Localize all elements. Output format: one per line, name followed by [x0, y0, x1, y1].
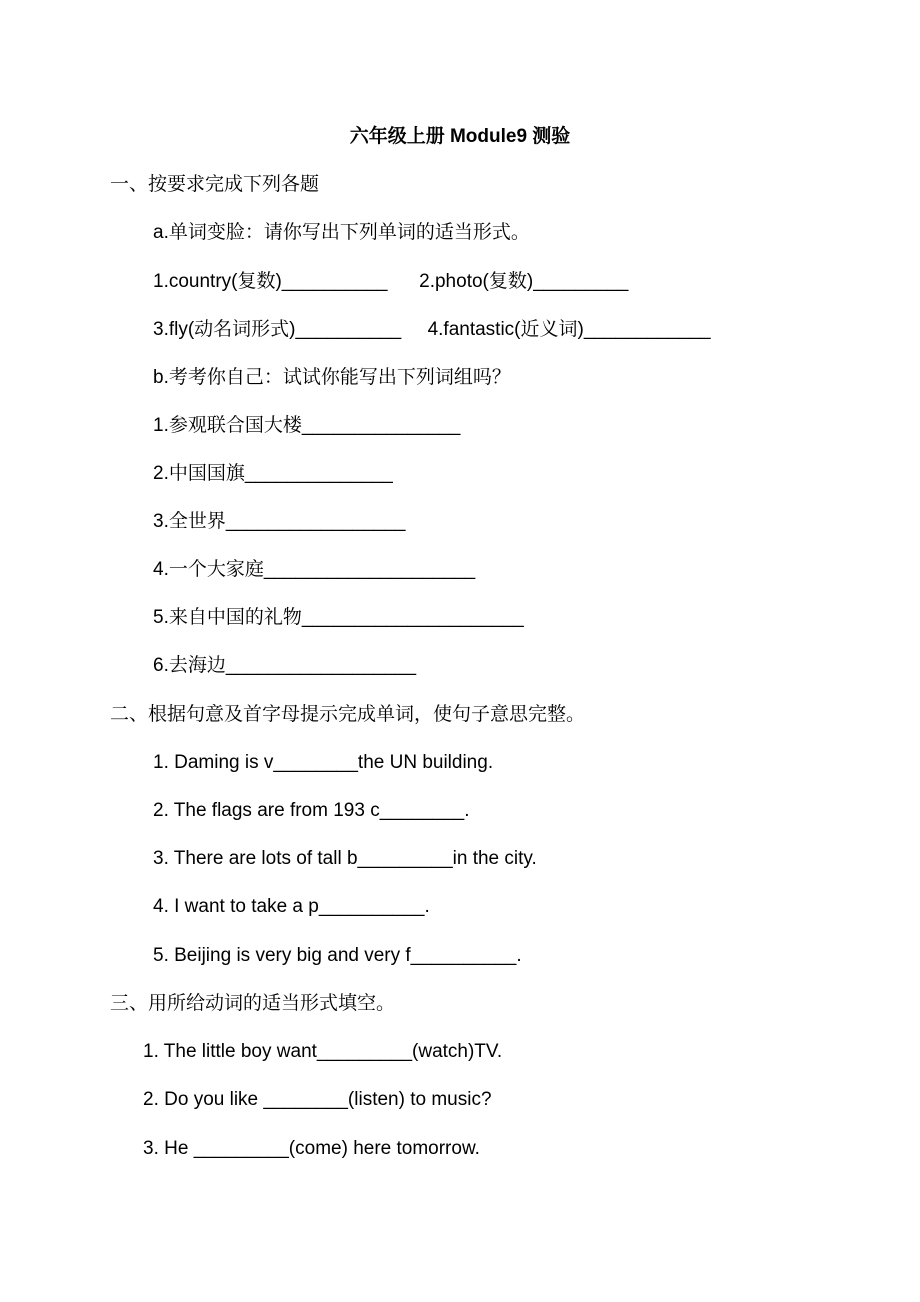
part-b-item: 4.一个大家庭____________________ — [153, 559, 476, 580]
section-3-item: 2. Do you like ________(listen) to music? — [143, 1089, 492, 1110]
page-title: 六年级上册 Module9 测验 — [349, 126, 571, 147]
section-2-heading: 二、根据句意及首字母提示完成单词，使句子意思完整。 — [110, 704, 586, 725]
part-a-row-2: 3.fly(动名词形式)__________ 4.fantastic(近义词)____________ — [153, 319, 711, 340]
part-b-item: 3.全世界_________________ — [153, 511, 406, 532]
section-2-item: 5. Beijing is very big and very f__________. — [153, 945, 522, 966]
part-b-heading: b.考考你自己：试试你能写出下列词组吗？ — [153, 367, 511, 388]
section-2-item: 3. There are lots of tall b_________in the city. — [153, 848, 537, 869]
part-a-heading: a.单词变脸：请你写出下列单词的适当形式。 — [153, 222, 530, 243]
section-1-heading: 一、按要求完成下列各题 — [110, 174, 320, 195]
section-2-item: 4. I want to take a p__________. — [153, 896, 430, 917]
part-b-item: 1.参观联合国大楼_______________ — [153, 415, 461, 436]
section-2-item: 1. Daming is v________the UN building. — [153, 752, 494, 773]
part-a-row-1: 1.country(复数)__________ 2.photo(复数)_________ — [153, 271, 629, 292]
section-3-item: 3. He _________(come) here tomorrow. — [143, 1138, 480, 1159]
part-b-item: 5.来自中国的礼物_____________________ — [153, 607, 524, 628]
part-b-item: 6.去海边__________________ — [153, 655, 417, 676]
section-2-item: 2. The flags are from 193 c________. — [153, 800, 470, 821]
part-b-item: 2.中国国旗______________ — [153, 463, 393, 484]
section-3-item: 1. The little boy want_________(watch)TV. — [143, 1041, 503, 1062]
section-3-heading: 三、用所给动词的适当形式填空。 — [110, 993, 396, 1014]
